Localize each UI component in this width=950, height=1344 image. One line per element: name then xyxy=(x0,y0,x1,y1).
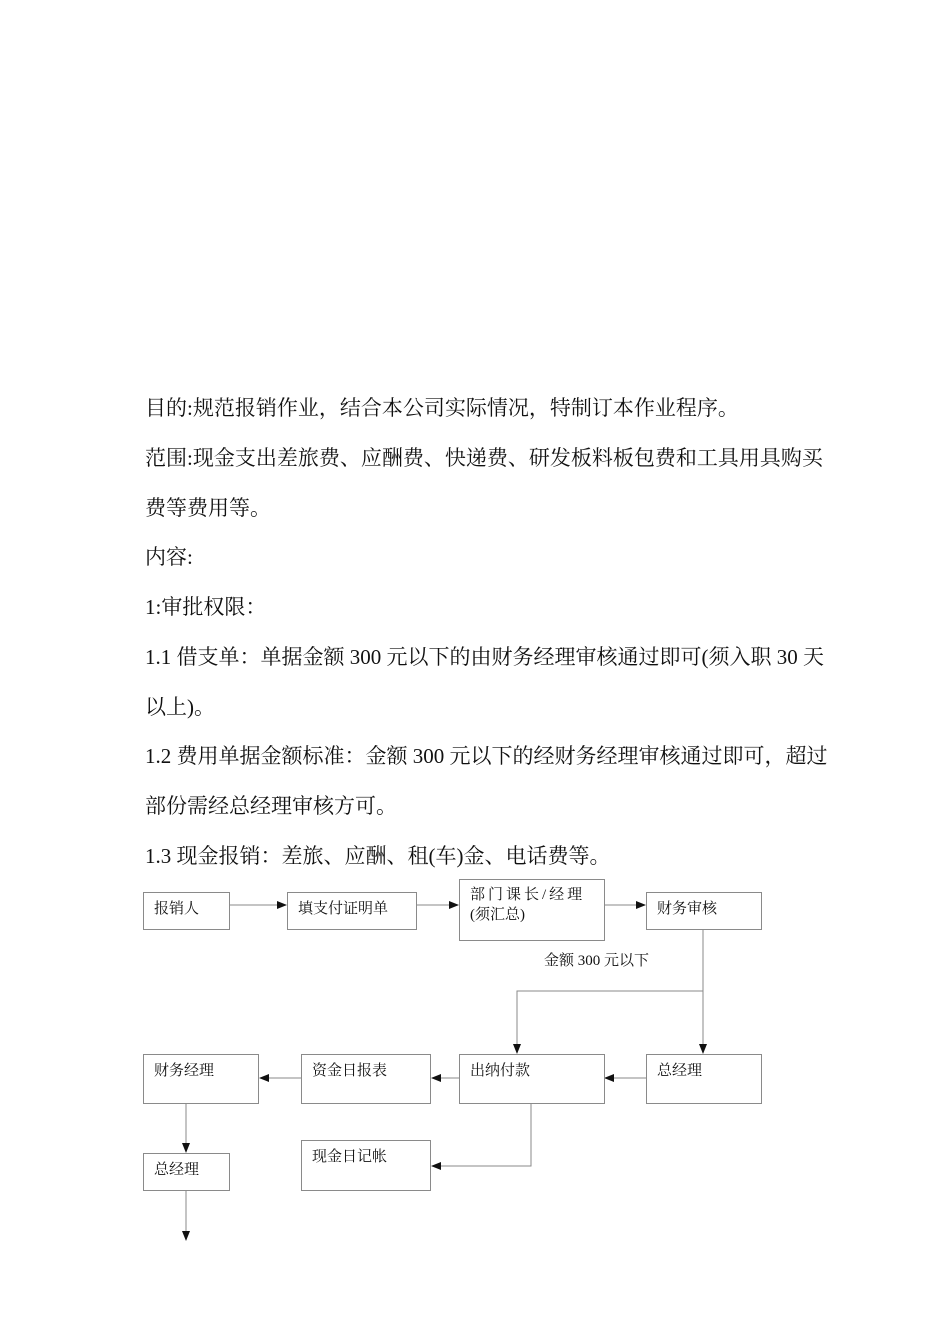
node-general-manager-right: 总经理 xyxy=(646,1054,762,1104)
scope-line-1: 范围:现金支出差旅费、应酬费、快递费、研发板料板包费和工具用具购买 xyxy=(145,446,823,470)
node-fill-voucher: 填支付证明单 xyxy=(287,892,417,930)
node-dept-manager-line-2: (须汇总) xyxy=(470,907,525,923)
arrow-to-cashier-pay xyxy=(517,991,703,1053)
arrow-cashier-to-cash-journal xyxy=(432,1104,531,1166)
node-daily-fund-report: 资金日报表 xyxy=(301,1054,431,1104)
section-1-heading: 1:审批权限： xyxy=(145,595,267,619)
item-1-2-line-1: 1.2 费用单据金额标准：金额 300 元以下的经财务经理审核通过即可，超过 xyxy=(145,744,828,768)
item-1-2-line-2: 部份需经总经理审核方可。 xyxy=(145,794,397,818)
scope-line-2: 费等费用等。 xyxy=(145,496,271,520)
item-1-1-line-1: 1.1 借支单：单据金额 300 元以下的由财务经理审核通过即可(须入职 30 天 xyxy=(145,645,824,669)
condition-note: 金额 300 元以下 xyxy=(544,953,650,969)
item-1-1-line-2: 以上)。 xyxy=(145,695,215,719)
node-finance-review: 财务审核 xyxy=(646,892,762,930)
node-cashier-pay: 出纳付款 xyxy=(459,1054,605,1104)
content-heading: 内容: xyxy=(145,545,193,569)
node-cash-journal: 现金日记帐 xyxy=(301,1140,431,1191)
node-dept-manager-line-1: 部门课长/经理 xyxy=(470,887,586,903)
node-reimburser: 报销人 xyxy=(143,892,230,930)
item-1-3: 1.3 现金报销：差旅、应酬、租(车)金、电话费等。 xyxy=(145,844,611,868)
node-dept-manager xyxy=(459,879,605,941)
node-finance-manager: 财务经理 xyxy=(143,1054,259,1104)
node-general-manager-left: 总经理 xyxy=(143,1153,230,1191)
purpose-paragraph: 目的:规范报销作业，结合本公司实际情况，特制订本作业程序。 xyxy=(145,396,739,420)
